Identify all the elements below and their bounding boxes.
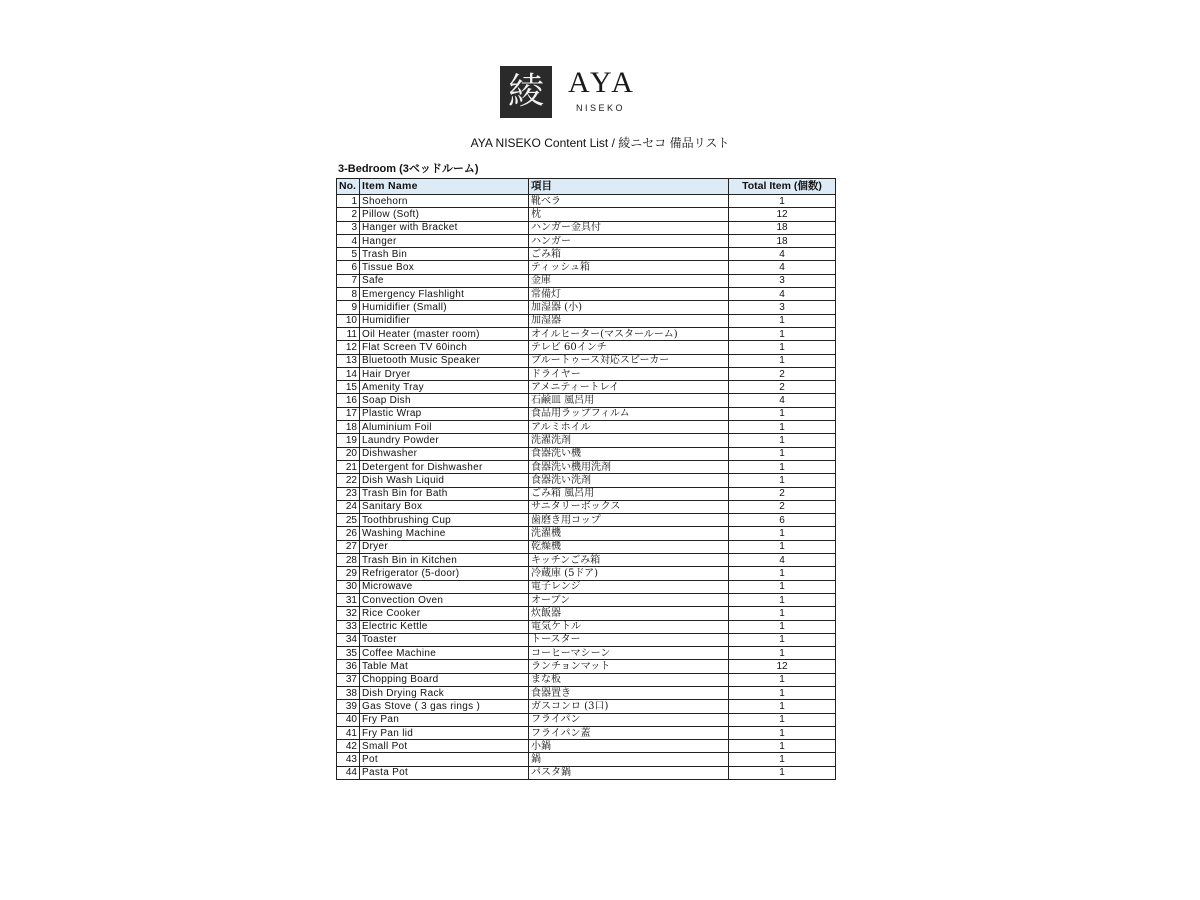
cell-total: 1 bbox=[729, 740, 836, 753]
cell-no: 43 bbox=[337, 753, 360, 766]
cell-item-jp: 食器洗い機 bbox=[529, 447, 729, 460]
cell-item-jp: 歯磨き用コップ bbox=[529, 514, 729, 527]
cell-no: 6 bbox=[337, 261, 360, 274]
cell-item-name: Table Mat bbox=[360, 660, 529, 673]
cell-no: 4 bbox=[337, 234, 360, 247]
cell-total: 2 bbox=[729, 487, 836, 500]
cell-item-jp: ごみ箱 風呂用 bbox=[529, 487, 729, 500]
cell-no: 41 bbox=[337, 726, 360, 739]
table-row bbox=[337, 540, 836, 553]
cell-total: 1 bbox=[729, 580, 836, 593]
cell-item-jp: 常備灯 bbox=[529, 288, 729, 301]
cell-item-jp: ハンガー金具付 bbox=[529, 221, 729, 234]
cell-item-name: Amenity Tray bbox=[360, 381, 529, 394]
cell-item-name: Humidifier bbox=[360, 314, 529, 327]
cell-item-jp: 乾燥機 bbox=[529, 540, 729, 553]
cell-item-name: Fry Pan lid bbox=[360, 726, 529, 739]
cell-item-name: Plastic Wrap bbox=[360, 407, 529, 420]
cell-no: 35 bbox=[337, 647, 360, 660]
cell-total: 1 bbox=[729, 474, 836, 487]
cell-item-jp: ブルートゥース対応スピーカー bbox=[529, 354, 729, 367]
cell-item-jp: 石鹸皿 風呂用 bbox=[529, 394, 729, 407]
cell-no: 11 bbox=[337, 327, 360, 340]
table-row bbox=[337, 660, 836, 673]
cell-item-jp: 金庫 bbox=[529, 274, 729, 287]
cell-no: 8 bbox=[337, 288, 360, 301]
cell-item-name: Trash Bin for Bath bbox=[360, 487, 529, 500]
cell-item-jp: 洗濯機 bbox=[529, 527, 729, 540]
logo-subtitle: NISEKO bbox=[576, 103, 626, 113]
cell-total: 4 bbox=[729, 394, 836, 407]
table-row bbox=[337, 554, 836, 567]
table-row bbox=[337, 700, 836, 713]
cell-item-name: Soap Dish bbox=[360, 394, 529, 407]
cell-item-name: Safe bbox=[360, 274, 529, 287]
cell-item-name: Refrigerator (5-door) bbox=[360, 567, 529, 580]
table-row bbox=[337, 593, 836, 606]
cell-total: 1 bbox=[729, 195, 836, 208]
header-item-jp: 項目 bbox=[529, 179, 729, 195]
cell-total: 2 bbox=[729, 367, 836, 380]
cell-total: 18 bbox=[729, 221, 836, 234]
cell-no: 27 bbox=[337, 540, 360, 553]
cell-item-name: Chopping Board bbox=[360, 673, 529, 686]
header-total: Total Item (個数) bbox=[729, 179, 836, 195]
table-row bbox=[337, 713, 836, 726]
cell-item-name: Microwave bbox=[360, 580, 529, 593]
cell-item-name: Oil Heater (master room) bbox=[360, 327, 529, 340]
cell-total: 2 bbox=[729, 500, 836, 513]
cell-item-name: Pasta Pot bbox=[360, 766, 529, 779]
cell-item-name: Pot bbox=[360, 753, 529, 766]
cell-total: 1 bbox=[729, 341, 836, 354]
cell-item-jp: 洗濯洗剤 bbox=[529, 434, 729, 447]
table-row bbox=[337, 686, 836, 699]
cell-total: 1 bbox=[729, 314, 836, 327]
cell-item-jp: アメニティートレイ bbox=[529, 381, 729, 394]
cell-no: 32 bbox=[337, 607, 360, 620]
table-row bbox=[337, 314, 836, 327]
cell-item-jp: 鍋 bbox=[529, 753, 729, 766]
cell-no: 42 bbox=[337, 740, 360, 753]
cell-item-name: Small Pot bbox=[360, 740, 529, 753]
logo-name: AYA bbox=[568, 66, 636, 99]
cell-item-jp: ガスコンロ (3口) bbox=[529, 700, 729, 713]
cell-no: 7 bbox=[337, 274, 360, 287]
cell-no: 37 bbox=[337, 673, 360, 686]
cell-no: 17 bbox=[337, 407, 360, 420]
cell-no: 12 bbox=[337, 341, 360, 354]
cell-item-jp: 小鍋 bbox=[529, 740, 729, 753]
table-row bbox=[337, 580, 836, 593]
cell-item-jp: ドライヤー bbox=[529, 367, 729, 380]
cell-total: 1 bbox=[729, 567, 836, 580]
table-row bbox=[337, 487, 836, 500]
table-row bbox=[337, 673, 836, 686]
cell-item-name: Toaster bbox=[360, 633, 529, 646]
cell-item-jp: ランチョンマット bbox=[529, 660, 729, 673]
logo-kanji-box bbox=[500, 66, 552, 118]
cell-total: 1 bbox=[729, 700, 836, 713]
cell-no: 16 bbox=[337, 394, 360, 407]
cell-item-jp: トースター bbox=[529, 633, 729, 646]
cell-total: 1 bbox=[729, 726, 836, 739]
cell-item-name: Gas Stove ( 3 gas rings ) bbox=[360, 700, 529, 713]
table-header-row bbox=[337, 179, 836, 195]
cell-total: 1 bbox=[729, 593, 836, 606]
cell-total: 1 bbox=[729, 673, 836, 686]
cell-total: 4 bbox=[729, 288, 836, 301]
cell-no: 23 bbox=[337, 487, 360, 500]
table-row bbox=[337, 514, 836, 527]
cell-total: 2 bbox=[729, 381, 836, 394]
cell-item-name: Flat Screen TV 60inch bbox=[360, 341, 529, 354]
cell-item-jp: 食器洗い洗剤 bbox=[529, 474, 729, 487]
table-row bbox=[337, 647, 836, 660]
cell-item-name: Trash Bin bbox=[360, 248, 529, 261]
table-row bbox=[337, 500, 836, 513]
cell-item-jp: フライパン蓋 bbox=[529, 726, 729, 739]
cell-total: 1 bbox=[729, 540, 836, 553]
cell-total: 1 bbox=[729, 434, 836, 447]
cell-item-jp: コーヒーマシーン bbox=[529, 647, 729, 660]
cell-no: 25 bbox=[337, 514, 360, 527]
cell-no: 39 bbox=[337, 700, 360, 713]
cell-total: 1 bbox=[729, 407, 836, 420]
cell-total: 1 bbox=[729, 460, 836, 473]
cell-item-jp: オイルヒーター(マスタールーム) bbox=[529, 327, 729, 340]
table-row bbox=[337, 421, 836, 434]
cell-item-name: Detergent for Dishwasher bbox=[360, 460, 529, 473]
table-row bbox=[337, 248, 836, 261]
cell-no: 33 bbox=[337, 620, 360, 633]
cell-item-jp: 食器置き bbox=[529, 686, 729, 699]
table-row bbox=[337, 341, 836, 354]
table-row bbox=[337, 434, 836, 447]
cell-item-name: Fry Pan bbox=[360, 713, 529, 726]
cell-item-name: Convection Oven bbox=[360, 593, 529, 606]
table-row bbox=[337, 354, 836, 367]
table-row bbox=[337, 221, 836, 234]
cell-item-name: Washing Machine bbox=[360, 527, 529, 540]
table-row bbox=[337, 460, 836, 473]
cell-no: 13 bbox=[337, 354, 360, 367]
cell-item-jp: ハンガー bbox=[529, 234, 729, 247]
cell-total: 1 bbox=[729, 447, 836, 460]
cell-item-name: Shoehorn bbox=[360, 195, 529, 208]
cell-item-jp: ごみ箱 bbox=[529, 248, 729, 261]
cell-no: 34 bbox=[337, 633, 360, 646]
table-row bbox=[337, 740, 836, 753]
cell-no: 9 bbox=[337, 301, 360, 314]
cell-total: 12 bbox=[729, 660, 836, 673]
cell-item-name: Tissue Box bbox=[360, 261, 529, 274]
cell-total: 12 bbox=[729, 208, 836, 221]
cell-item-jp: 枕 bbox=[529, 208, 729, 221]
cell-item-name: Coffee Machine bbox=[360, 647, 529, 660]
content-list-table bbox=[336, 178, 836, 780]
table-row bbox=[337, 766, 836, 779]
cell-total: 1 bbox=[729, 633, 836, 646]
cell-no: 1 bbox=[337, 195, 360, 208]
cell-total: 1 bbox=[729, 620, 836, 633]
table-row bbox=[337, 381, 836, 394]
cell-no: 2 bbox=[337, 208, 360, 221]
table-row bbox=[337, 633, 836, 646]
cell-item-jp: 電子レンジ bbox=[529, 580, 729, 593]
table-body bbox=[337, 195, 836, 780]
cell-item-name: Dish Wash Liquid bbox=[360, 474, 529, 487]
cell-item-name: Hair Dryer bbox=[360, 367, 529, 380]
cell-item-jp: 食器洗い機用洗剤 bbox=[529, 460, 729, 473]
cell-item-name: Laundry Powder bbox=[360, 434, 529, 447]
table-row bbox=[337, 447, 836, 460]
cell-item-jp: キッチンごみ箱 bbox=[529, 554, 729, 567]
cell-item-name: Toothbrushing Cup bbox=[360, 514, 529, 527]
cell-total: 4 bbox=[729, 261, 836, 274]
cell-item-jp: フライパン bbox=[529, 713, 729, 726]
cell-item-name: Hanger with Bracket bbox=[360, 221, 529, 234]
cell-item-jp: 冷蔵庫 (5ドア) bbox=[529, 567, 729, 580]
cell-item-jp: サニタリーボックス bbox=[529, 500, 729, 513]
cell-no: 28 bbox=[337, 554, 360, 567]
cell-item-name: Dish Drying Rack bbox=[360, 686, 529, 699]
cell-item-jp: パスタ鍋 bbox=[529, 766, 729, 779]
cell-total: 1 bbox=[729, 327, 836, 340]
cell-no: 29 bbox=[337, 567, 360, 580]
cell-item-name: Trash Bin in Kitchen bbox=[360, 554, 529, 567]
table-row bbox=[337, 607, 836, 620]
cell-item-name: Electric Kettle bbox=[360, 620, 529, 633]
table-row bbox=[337, 288, 836, 301]
cell-no: 15 bbox=[337, 381, 360, 394]
cell-total: 18 bbox=[729, 234, 836, 247]
table-row bbox=[337, 301, 836, 314]
cell-item-name: Aluminium Foil bbox=[360, 421, 529, 434]
cell-item-name: Pillow (Soft) bbox=[360, 208, 529, 221]
cell-item-jp: 靴べラ bbox=[529, 195, 729, 208]
cell-total: 3 bbox=[729, 301, 836, 314]
table-row bbox=[337, 208, 836, 221]
cell-item-jp: 加湿器 bbox=[529, 314, 729, 327]
aya-niseko-logo bbox=[500, 66, 650, 118]
cell-item-name: Dishwasher bbox=[360, 447, 529, 460]
cell-no: 40 bbox=[337, 713, 360, 726]
cell-item-jp: テレビ 60インチ bbox=[529, 341, 729, 354]
cell-item-jp: ティッシュ箱 bbox=[529, 261, 729, 274]
cell-total: 1 bbox=[729, 421, 836, 434]
cell-total: 1 bbox=[729, 753, 836, 766]
cell-no: 20 bbox=[337, 447, 360, 460]
table-row bbox=[337, 753, 836, 766]
cell-no: 31 bbox=[337, 593, 360, 606]
section-title: 3-Bedroom (3ベッドルーム) bbox=[338, 163, 479, 175]
table-row bbox=[337, 394, 836, 407]
table-row bbox=[337, 327, 836, 340]
cell-item-jp: 加湿器 (小) bbox=[529, 301, 729, 314]
cell-total: 1 bbox=[729, 354, 836, 367]
cell-item-name: Bluetooth Music Speaker bbox=[360, 354, 529, 367]
cell-no: 24 bbox=[337, 500, 360, 513]
table-row bbox=[337, 567, 836, 580]
cell-item-name: Humidifier (Small) bbox=[360, 301, 529, 314]
table-row bbox=[337, 726, 836, 739]
logo-kanji: 綾 bbox=[507, 71, 544, 112]
cell-no: 36 bbox=[337, 660, 360, 673]
cell-item-name: Hanger bbox=[360, 234, 529, 247]
cell-total: 1 bbox=[729, 647, 836, 660]
cell-item-jp: 食品用ラップフィルム bbox=[529, 407, 729, 420]
cell-no: 3 bbox=[337, 221, 360, 234]
cell-no: 19 bbox=[337, 434, 360, 447]
cell-total: 1 bbox=[729, 766, 836, 779]
cell-no: 30 bbox=[337, 580, 360, 593]
cell-item-name: Sanitary Box bbox=[360, 500, 529, 513]
cell-no: 10 bbox=[337, 314, 360, 327]
table-row bbox=[337, 274, 836, 287]
header-item-name: Item Name bbox=[360, 179, 529, 195]
cell-item-jp: 電気ケトル bbox=[529, 620, 729, 633]
cell-total: 1 bbox=[729, 686, 836, 699]
document-title: AYA NISEKO Content List / 綾ニセコ 備品リスト bbox=[470, 136, 730, 150]
cell-item-name: Dryer bbox=[360, 540, 529, 553]
table-row bbox=[337, 234, 836, 247]
cell-total: 3 bbox=[729, 274, 836, 287]
table-row bbox=[337, 261, 836, 274]
table-row bbox=[337, 367, 836, 380]
cell-item-jp: 炊飯器 bbox=[529, 607, 729, 620]
cell-no: 18 bbox=[337, 421, 360, 434]
cell-total: 1 bbox=[729, 607, 836, 620]
cell-no: 38 bbox=[337, 686, 360, 699]
cell-total: 6 bbox=[729, 514, 836, 527]
cell-no: 44 bbox=[337, 766, 360, 779]
table-row bbox=[337, 620, 836, 633]
cell-no: 21 bbox=[337, 460, 360, 473]
cell-item-name: Emergency Flashlight bbox=[360, 288, 529, 301]
table-row bbox=[337, 407, 836, 420]
cell-total: 1 bbox=[729, 713, 836, 726]
cell-total: 1 bbox=[729, 527, 836, 540]
cell-total: 4 bbox=[729, 554, 836, 567]
cell-no: 14 bbox=[337, 367, 360, 380]
header-no: No. bbox=[337, 179, 360, 195]
cell-no: 26 bbox=[337, 527, 360, 540]
cell-item-jp: まな板 bbox=[529, 673, 729, 686]
cell-item-jp: オーブン bbox=[529, 593, 729, 606]
table-row bbox=[337, 474, 836, 487]
cell-total: 4 bbox=[729, 248, 836, 261]
cell-item-name: Rice Cooker bbox=[360, 607, 529, 620]
cell-item-jp: アルミホイル bbox=[529, 421, 729, 434]
cell-no: 5 bbox=[337, 248, 360, 261]
table-row bbox=[337, 527, 836, 540]
cell-no: 22 bbox=[337, 474, 360, 487]
table-row bbox=[337, 195, 836, 208]
